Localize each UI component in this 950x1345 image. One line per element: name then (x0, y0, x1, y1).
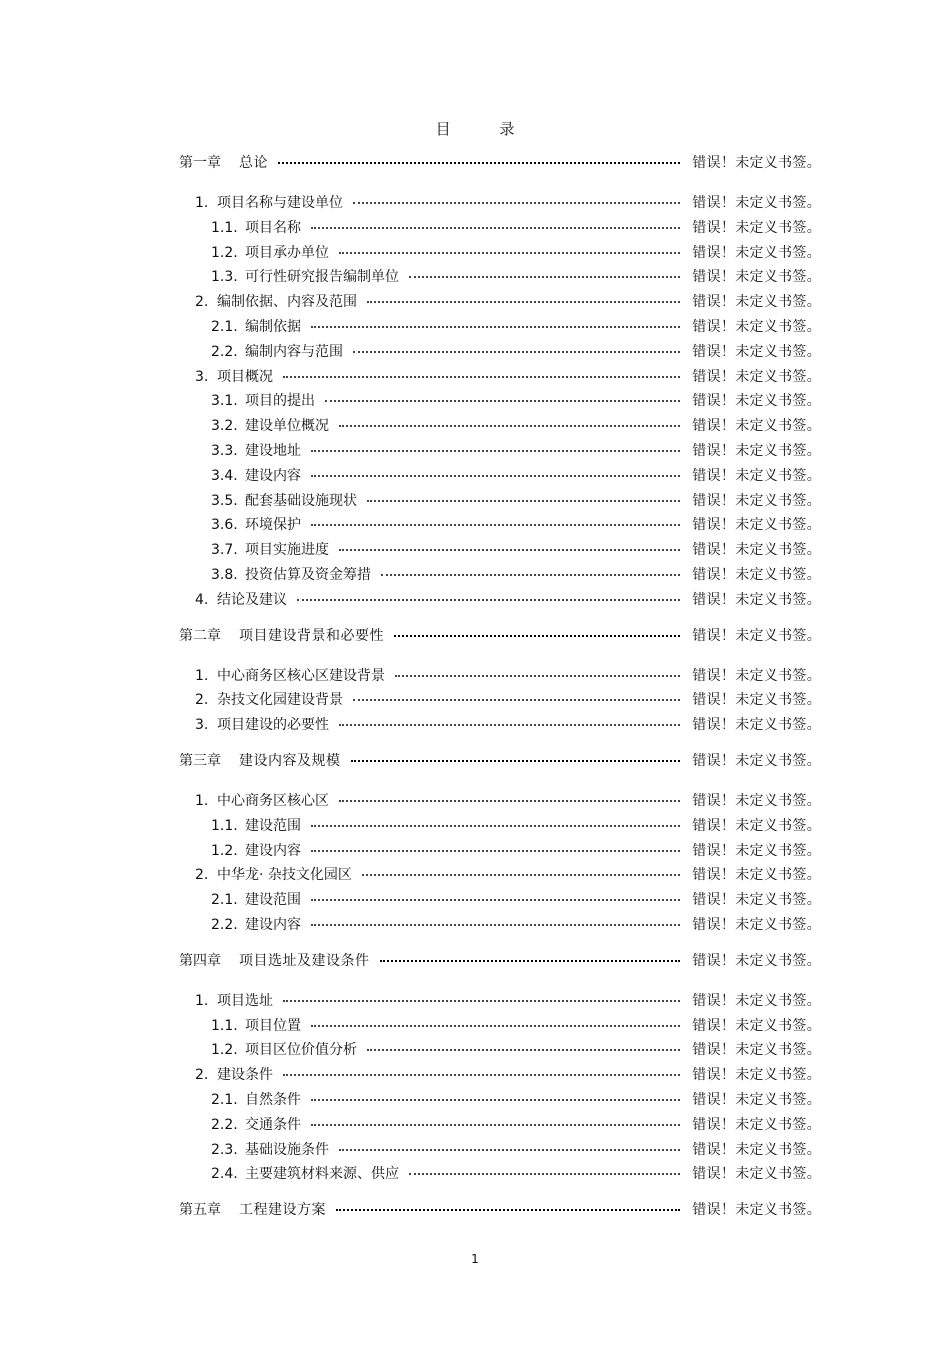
toc-entry[interactable] (179, 366, 821, 391)
toc-entry-number: 2. (195, 1067, 209, 1084)
toc-entry-number: 3.3. (211, 442, 238, 459)
toc-entry[interactable] (179, 465, 821, 490)
dot-leader (339, 799, 680, 802)
toc-entry-page-ref: 错误！未定义书签。 (692, 566, 821, 583)
toc-entry-number: 1.1. (211, 817, 238, 834)
toc-entry-text: 编制内容与范围 (245, 343, 343, 360)
toc-chapter-entry[interactable] (179, 950, 821, 976)
toc-entry-number: 2. (195, 294, 209, 311)
dot-leader (339, 548, 680, 551)
toc-entry-text: 建设条件 (217, 1067, 273, 1084)
toc-entry-number: 1. (195, 667, 209, 684)
toc-entry-page-ref: 错误！未定义书签。 (692, 752, 821, 769)
toc-entry-page-ref: 错误！未定义书签。 (692, 667, 821, 684)
toc-entry-page-ref: 错误！未定义书签。 (692, 1042, 821, 1059)
dot-leader (311, 1024, 680, 1027)
toc-entry-page-ref: 错误！未定义书签。 (692, 952, 821, 969)
toc-entry[interactable] (179, 390, 821, 415)
toc-entry-number: 1. (195, 195, 209, 211)
toc-entry[interactable] (179, 242, 821, 267)
toc-entry-number: 2. (195, 867, 209, 884)
toc-entry-number: 1.3. (211, 269, 238, 286)
toc-entry-number: 2.3. (211, 1141, 238, 1158)
toc-entry-page-ref: 错误！未定义书签。 (692, 195, 821, 211)
dot-leader (336, 1208, 680, 1211)
toc-entry[interactable] (179, 1089, 821, 1114)
toc-entry-number: 第一章 (179, 155, 221, 171)
toc-entry-number: 2.1. (211, 892, 238, 909)
toc-entry[interactable] (179, 266, 821, 291)
dot-leader (297, 598, 680, 601)
dot-leader (381, 573, 680, 576)
toc-entry-page-ref: 错误！未定义书签。 (692, 343, 821, 360)
toc-entry-text: 项目选址及建设条件 (239, 952, 370, 969)
toc-entry-text: 项目的提出 (245, 393, 315, 410)
dot-leader (339, 723, 680, 726)
dot-leader (409, 1172, 680, 1175)
toc-entry-page-ref: 错误！未定义书签。 (692, 418, 821, 435)
toc-entry-text: 项目名称 (245, 219, 301, 236)
dot-leader (353, 350, 680, 353)
toc-entry-text: 工程建设方案 (239, 1202, 326, 1219)
toc-entry-number: 2.1. (211, 1091, 238, 1108)
toc-chapter-entry[interactable] (179, 625, 821, 651)
toc-entry[interactable] (179, 514, 821, 539)
toc-entry-text: 自然条件 (245, 1091, 301, 1108)
toc-entry-number: 第四章 (179, 952, 221, 969)
dot-leader (367, 300, 680, 303)
toc-entry-page-ref: 错误！未定义书签。 (692, 842, 821, 859)
toc-entry-number: 1.2. (211, 842, 238, 859)
toc-entry-number: 第五章 (179, 1202, 221, 1219)
toc-entry-page-ref: 错误！未定义书签。 (692, 269, 821, 286)
toc-entry[interactable] (179, 316, 821, 341)
toc-entry-number: 1.1. (211, 1017, 238, 1034)
toc-entry-page-ref: 错误！未定义书签。 (692, 627, 821, 644)
dot-leader (395, 674, 680, 677)
dot-leader (278, 161, 680, 164)
toc-entry-page-ref: 错误！未定义书签。 (692, 244, 821, 261)
toc-entry-number: 3. (195, 717, 209, 734)
toc-entry-number: 3. (195, 368, 209, 385)
toc-entry-page-ref: 错误！未定义书签。 (692, 368, 821, 385)
toc-entry-page-ref: 错误！未定义书签。 (692, 492, 821, 509)
toc-entry-number: 1.2. (211, 244, 238, 261)
toc-entry-text: 项目名称与建设单位 (217, 195, 343, 211)
dot-leader (362, 873, 680, 876)
toc-entry[interactable] (179, 889, 821, 914)
toc-entry-number: 2.2. (211, 343, 238, 360)
toc-entry[interactable] (179, 490, 821, 515)
toc-entry-number: 3.1. (211, 393, 238, 410)
toc-entry-page-ref: 错误！未定义书签。 (692, 717, 821, 734)
toc-entry-page-ref: 错误！未定义书签。 (692, 467, 821, 484)
toc-entry-text: 交通条件 (245, 1116, 301, 1133)
dot-leader (311, 898, 680, 901)
toc-entry[interactable] (179, 415, 821, 440)
dot-leader (339, 251, 680, 254)
toc-entry-text: 建设地址 (245, 442, 301, 459)
page-number: 1 (471, 1252, 479, 1266)
toc-entry-page-ref: 错误！未定义书签。 (692, 393, 821, 410)
toc-entry-text: 杂技文化园建设背景 (217, 692, 343, 709)
dot-leader (367, 499, 680, 502)
toc-entry-page-ref: 错误！未定义书签。 (692, 892, 821, 909)
toc-entry[interactable] (179, 790, 821, 815)
toc-entry-page-ref: 错误！未定义书签。 (692, 692, 821, 709)
dot-leader (353, 201, 680, 204)
toc-entry-text: 项目建设的必要性 (217, 717, 329, 734)
toc-entry-page-ref: 错误！未定义书签。 (692, 817, 821, 834)
toc-entry-page-ref: 错误！未定义书签。 (692, 318, 821, 335)
toc-entry-number: 1.2. (211, 1042, 238, 1059)
toc-entry-text: 建设单位概况 (245, 418, 329, 435)
toc-entry-page-ref: 错误！未定义书签。 (692, 219, 821, 236)
toc-entry[interactable] (179, 1114, 821, 1139)
toc-entry-text: 建设内容 (245, 842, 301, 859)
dot-leader (409, 275, 680, 278)
dot-leader (339, 1148, 680, 1151)
toc-entry-page-ref: 错误！未定义书签。 (692, 992, 821, 1009)
toc-entry-page-ref: 错误！未定义书签。 (692, 1202, 821, 1219)
dot-leader (311, 474, 680, 477)
dot-leader (325, 399, 680, 402)
toc-entry-text: 建设范围 (245, 817, 301, 834)
dot-leader (311, 849, 680, 852)
toc-entry-page-ref: 错误！未定义书签。 (692, 155, 821, 171)
toc-entry-text: 环境保护 (245, 517, 301, 534)
toc-entry-text: 配套基础设施现状 (245, 492, 357, 509)
toc-entry[interactable] (179, 714, 821, 739)
toc-entry-page-ref: 错误！未定义书签。 (692, 1116, 821, 1133)
toc-entry[interactable] (179, 914, 821, 939)
toc-entry[interactable] (179, 341, 821, 366)
toc-entry-number: 3.7. (211, 542, 238, 559)
toc-entry-text: 项目位置 (245, 1017, 301, 1034)
toc-chapter-entry[interactable] (179, 152, 821, 178)
toc-entry-number: 3.8. (211, 566, 238, 583)
toc-entry-text: 建设范围 (245, 892, 301, 909)
dot-leader (339, 424, 680, 427)
toc-entry[interactable] (179, 564, 821, 589)
toc-entry-number: 3.4. (211, 467, 238, 484)
toc-entry[interactable] (179, 990, 821, 1015)
toc-entry-page-ref: 错误！未定义书签。 (692, 916, 821, 933)
toc-entry-number: 1.1. (211, 219, 238, 236)
toc-entry[interactable] (179, 815, 821, 840)
dot-leader (283, 1073, 680, 1076)
toc-entry-number: 1. (195, 992, 209, 1009)
dot-leader (351, 759, 681, 762)
toc-entry-number: 3.2. (211, 418, 238, 435)
toc-title: 目 录 (435, 120, 537, 138)
toc-entry-page-ref: 错误！未定义书签。 (692, 542, 821, 559)
toc-entry-page-ref: 错误！未定义书签。 (692, 442, 821, 459)
toc-entry-page-ref: 错误！未定义书签。 (692, 1067, 821, 1084)
toc-entry-number: 2.2. (211, 1116, 238, 1133)
toc-entry-page-ref: 错误！未定义书签。 (692, 517, 821, 534)
toc-entry-number: 2.1. (211, 318, 238, 335)
dot-leader (311, 824, 680, 827)
toc-entry-text: 主要建筑材料来源、供应 (245, 1166, 399, 1183)
toc-entry-text: 项目概况 (217, 368, 273, 385)
dot-leader (394, 634, 680, 637)
toc-entry-page-ref: 错误！未定义书签。 (692, 591, 821, 608)
toc-entry-number: 3.6. (211, 517, 238, 534)
dot-leader (311, 1123, 680, 1126)
toc-entry-text: 建设内容 (245, 467, 301, 484)
toc-entry-text: 中心商务区核心区 (217, 792, 329, 809)
toc-entry[interactable] (179, 539, 821, 564)
toc-entry-page-ref: 错误！未定义书签。 (692, 1091, 821, 1108)
toc-entry-page-ref: 错误！未定义书签。 (692, 294, 821, 311)
toc-entry[interactable] (179, 589, 821, 614)
dot-leader (311, 923, 680, 926)
toc-entry-page-ref: 错误！未定义书签。 (692, 1141, 821, 1158)
toc-entry[interactable] (179, 864, 821, 889)
toc-entry[interactable] (179, 291, 821, 316)
toc-entry-page-ref: 错误！未定义书签。 (692, 1017, 821, 1034)
toc-entry[interactable] (179, 689, 821, 714)
toc-entry-text: 项目区位价值分析 (245, 1042, 357, 1059)
toc-chapter-entry[interactable] (179, 750, 821, 776)
toc-entry-text: 项目实施进度 (245, 542, 329, 559)
toc-entry-text: 投资估算及资金筹措 (245, 566, 371, 583)
toc-entry-number: 2.4. (211, 1166, 238, 1183)
toc-entry-text: 中心商务区核心区建设背景 (217, 667, 385, 684)
toc-entry-text: 项目选址 (217, 992, 273, 1009)
toc-entry-text: 中华龙· 杂技文化园区 (217, 867, 352, 884)
toc-entry[interactable] (179, 440, 821, 465)
toc-entry-number: 3.5. (211, 492, 238, 509)
toc-entry[interactable] (179, 1163, 821, 1188)
toc-entry-number: 2.2. (211, 916, 238, 933)
toc-entry[interactable] (179, 192, 821, 217)
toc-entry[interactable] (179, 1015, 821, 1040)
toc-entry-text: 项目建设背景和必要性 (239, 627, 384, 644)
toc-entry-text: 编制依据 (245, 318, 301, 335)
toc-entry-page-ref: 错误！未定义书签。 (692, 1166, 821, 1183)
dot-leader (311, 226, 680, 229)
toc-entry-text: 总论 (239, 155, 268, 171)
toc-chapter-entry[interactable] (179, 1199, 821, 1225)
toc-entry[interactable] (179, 840, 821, 865)
dot-leader (283, 375, 680, 378)
toc-entry[interactable] (179, 1039, 821, 1064)
dot-leader (311, 449, 680, 452)
dot-leader (311, 523, 680, 526)
toc-entry-text: 基础设施条件 (245, 1141, 329, 1158)
toc-entry[interactable] (179, 1064, 821, 1089)
dot-leader (311, 325, 680, 328)
toc-entry-number: 4. (195, 591, 209, 608)
toc-entry-number: 2. (195, 692, 209, 709)
toc-entry-text: 编制依据、内容及范围 (217, 294, 357, 311)
toc-entry-text: 建设内容及规模 (239, 752, 341, 769)
toc-entry[interactable] (179, 1139, 821, 1164)
dot-leader (353, 698, 680, 701)
toc-entry-number: 1. (195, 792, 209, 809)
dot-leader (367, 1048, 680, 1051)
toc-entry-text: 建设内容 (245, 916, 301, 933)
dot-leader (311, 1098, 680, 1101)
toc-entry[interactable] (179, 217, 821, 242)
dot-leader (283, 999, 680, 1002)
toc-entry-page-ref: 错误！未定义书签。 (692, 867, 821, 884)
toc-entry-text: 可行性研究报告编制单位 (245, 269, 399, 286)
toc-entry-text: 项目承办单位 (245, 244, 329, 261)
toc-entry-number: 第二章 (179, 627, 221, 644)
table-of-contents (179, 152, 821, 1225)
toc-entry-page-ref: 错误！未定义书签。 (692, 792, 821, 809)
toc-entry-number: 第三章 (179, 752, 221, 769)
toc-entry-text: 结论及建议 (217, 591, 287, 608)
dot-leader (380, 959, 681, 962)
toc-entry[interactable] (179, 665, 821, 690)
